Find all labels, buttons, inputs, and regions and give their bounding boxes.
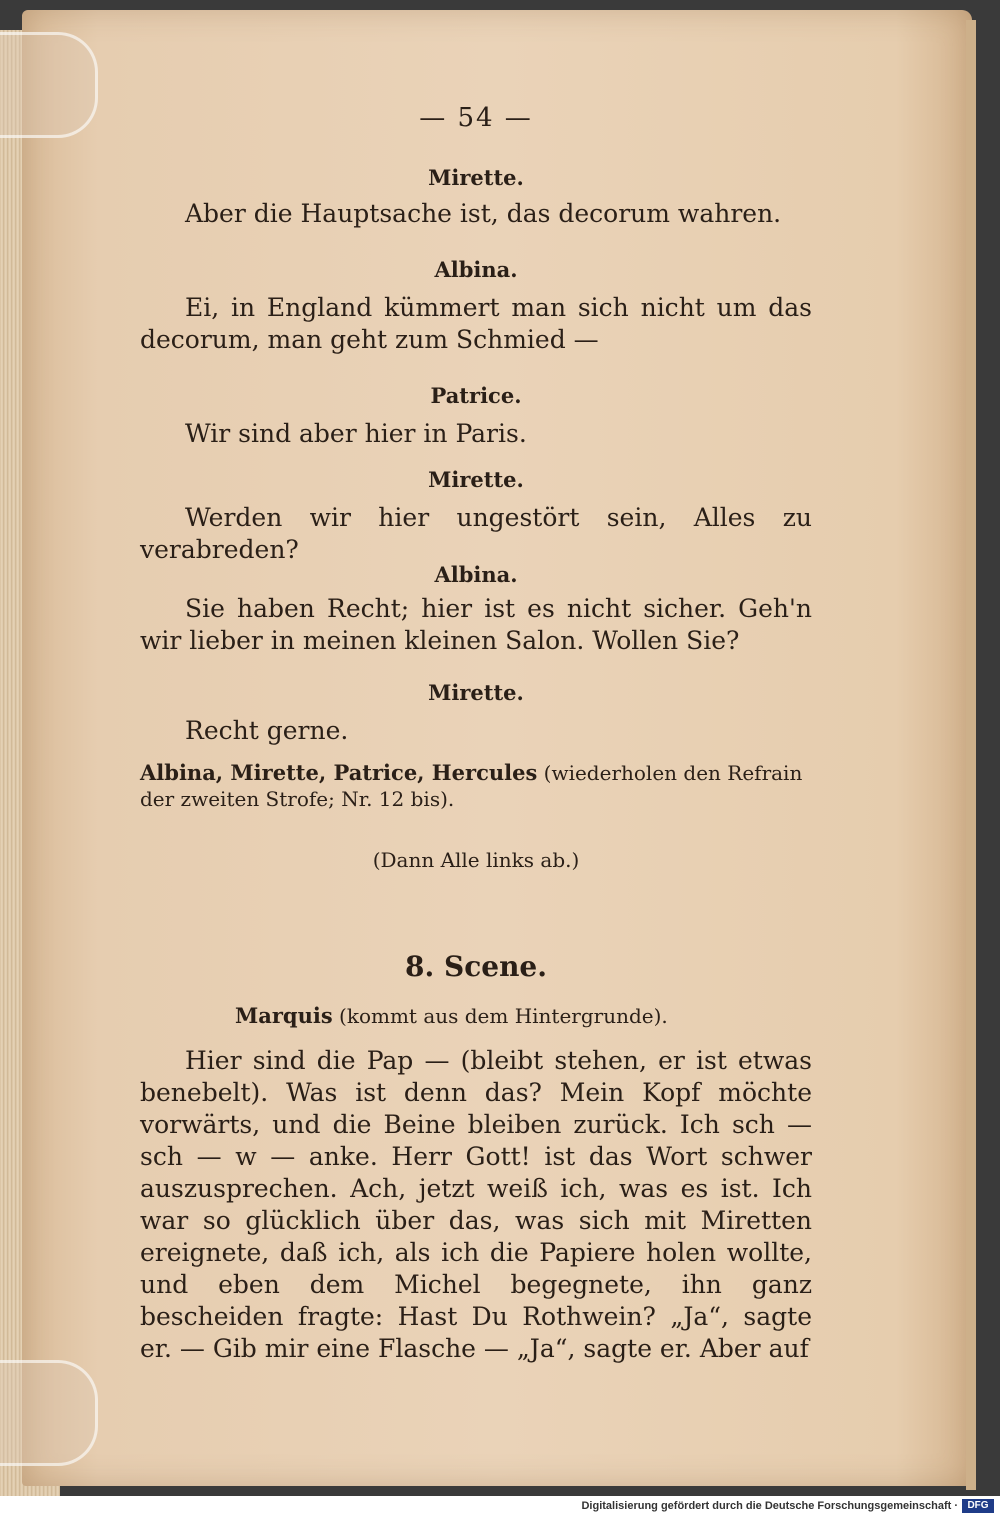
dialogue-line: Recht gerne. xyxy=(185,716,349,745)
dfg-logo: DFG xyxy=(962,1499,994,1513)
page-clip-bottom xyxy=(0,1360,98,1466)
page-right-edge xyxy=(966,20,976,1490)
stage-direction xyxy=(140,1003,812,1029)
stage-direction-names: Albina, Mirette, Patrice, Hercules xyxy=(140,760,538,785)
stage-direction-text: (kommt aus dem Hintergrunde). xyxy=(339,1004,668,1028)
footer-credit: Digitalisierung gefördert durch die Deutsche Forschungsgemeinschaft · xyxy=(581,1500,958,1512)
dialogue-paragraph: Hier sind die Pap — (bleibt stehen, er ist etwas benebelt). Was ist denn das? Mein Kopf möchte vorwärts, und die Beine bleiben zurück. Ich sch — sch — w — anke. Herr Gott! ist das Wort schwer auszusprechen. Ach, jetzt weiß ich, was es ist. Ich war so glücklich über das, was sich mit Miretten ereignete, daß ich, als ich die Papiere holen wollte, und eben dem Michel begegnete, ihn ganz bescheiden fragte: Hast Du Rothwein? „Ja“, sagte er. — Gib mir eine Flasche — „Ja“, sagte er. Aber auf xyxy=(140,1046,812,1363)
speaker-name: Albina. xyxy=(434,562,518,587)
page-number: — 54 — xyxy=(419,103,533,133)
speaker-name: Mirette. xyxy=(428,680,524,705)
speaker-name: Mirette. xyxy=(428,165,524,190)
page-clip-top xyxy=(0,32,98,138)
dialogue-line: Werden wir hier ungestört sein, Alles zu verabreden? xyxy=(140,503,812,564)
scene-title: 8. Scene. xyxy=(405,950,547,983)
stage-direction xyxy=(140,760,812,812)
footer xyxy=(0,1496,1000,1518)
speaker-name: Mirette. xyxy=(428,467,524,492)
speaker-name: Albina. xyxy=(434,257,518,282)
stage-direction: (Dann Alle links ab.) xyxy=(372,848,580,872)
dialogue-line: Ei, in England kümmert man sich nicht um das decorum, man geht zum Schmied — xyxy=(140,293,812,354)
dialogue-line: Wir sind aber hier in Paris. xyxy=(185,419,527,448)
stage-direction-names: Marquis xyxy=(235,1003,333,1028)
stage-direction-text: (wiederholen den Refrain der zweiten Strofe; Nr. 12 bis). xyxy=(140,761,803,811)
dialogue-line: Aber die Hauptsache ist, das decorum wahren. xyxy=(185,199,782,228)
dialogue-line: Sie haben Recht; hier ist es nicht sicher. Geh'n wir lieber in meinen kleinen Salon. Wollen Sie? xyxy=(140,594,812,655)
speaker-name: Patrice. xyxy=(430,383,522,408)
